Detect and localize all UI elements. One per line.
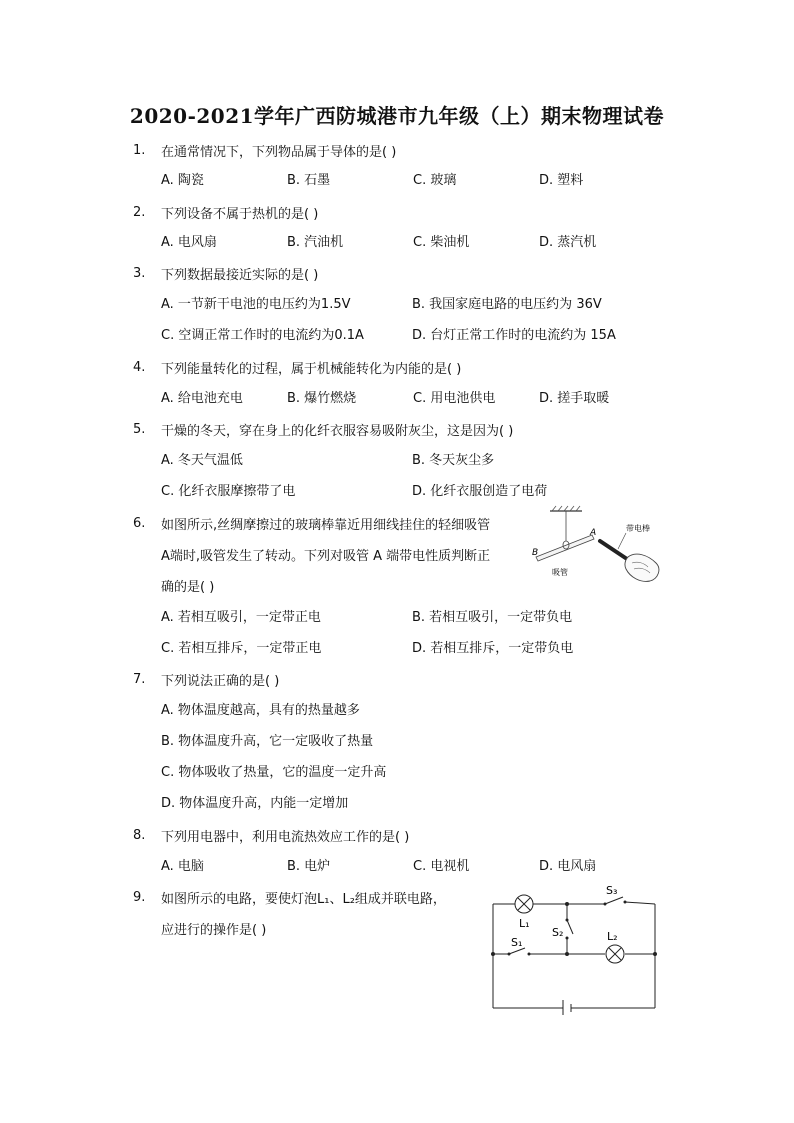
option-d: D. 电风扇	[539, 859, 597, 874]
options-6-row2	[0, 639, 794, 659]
question-9-line2	[0, 919, 794, 939]
option-b: B. 我国家庭电路的电压约为 36V	[412, 297, 602, 312]
option-d: D. 蒸汽机	[539, 235, 597, 250]
question-3	[0, 264, 794, 284]
options-1	[0, 171, 794, 191]
question-text: 干燥的冬天，穿在身上的化纤衣服容易吸附灰尘，这是因为( )	[161, 424, 514, 439]
option-b: B. 物体温度升高，它一定吸收了热量	[161, 734, 374, 749]
lamp-l1-icon	[515, 895, 533, 913]
label-charged-rod: 带电棒	[626, 524, 650, 533]
question-6	[0, 514, 794, 534]
option-c: C. 物体吸收了热量，它的温度一定升高	[161, 765, 387, 780]
options-7-d	[0, 794, 794, 814]
option-c: C. 电视机	[413, 859, 470, 874]
question-number: 3.	[133, 266, 146, 281]
options-3-row1	[0, 295, 794, 315]
question-7	[0, 670, 794, 690]
question-text-line3: 确的是( )	[161, 580, 215, 595]
label-straw: 吸管	[552, 568, 568, 577]
question-9	[0, 888, 794, 908]
options-6-row1	[0, 608, 794, 628]
question-text-line2: A端时,吸管发生了转动。下列对吸管 A 端带电性质判断正	[161, 549, 491, 564]
options-3-row2	[0, 326, 794, 346]
option-d: D. 台灯正常工作时的电流约为 15A	[412, 328, 616, 343]
option-c: C. 柴油机	[413, 235, 470, 250]
question-text: 下列设备不属于热机的是( )	[161, 207, 319, 222]
figure-charged-rod-straw	[530, 505, 665, 585]
question-4	[0, 358, 794, 378]
label-l2: L₂	[607, 930, 618, 943]
option-a: A. 若相互吸引，一定带正电	[161, 610, 321, 625]
options-7-a	[0, 701, 794, 721]
lamp-l2-icon	[606, 945, 624, 963]
question-2	[0, 203, 794, 223]
option-a: A. 陶瓷	[161, 173, 204, 188]
options-4	[0, 389, 794, 409]
option-a: A. 冬天气温低	[161, 453, 243, 468]
option-b: B. 汽油机	[287, 235, 344, 250]
question-number: 8.	[133, 828, 146, 843]
question-1	[0, 141, 794, 161]
label-s3: S₃	[606, 884, 618, 897]
option-c: C. 化纤衣服摩擦带了电	[161, 484, 296, 499]
question-text-line2: 应进行的操作是( )	[161, 923, 267, 938]
option-a: A. 给电池充电	[161, 391, 243, 406]
question-number: 4.	[133, 360, 146, 375]
options-5-row2	[0, 482, 794, 502]
question-text: 在通常情况下，下列物品属于导体的是( )	[161, 145, 397, 160]
option-d: D. 塑料	[539, 173, 584, 188]
option-b: B. 石墨	[287, 173, 331, 188]
label-b: B	[532, 548, 539, 558]
option-b: B. 爆竹燃烧	[287, 391, 357, 406]
question-6-line3	[0, 576, 794, 596]
question-number: 2.	[133, 205, 146, 220]
options-8	[0, 857, 794, 877]
option-c: C. 空调正常工作时的电流约为0.1A	[161, 328, 364, 343]
label-a: A	[590, 528, 597, 538]
question-text: 下列用电器中，利用电流热效应工作的是( )	[161, 830, 410, 845]
option-c: C. 玻璃	[413, 173, 457, 188]
label-s2: S₂	[552, 926, 564, 939]
label-s1: S₁	[511, 936, 523, 949]
question-text: 下列说法正确的是( )	[161, 674, 280, 689]
question-number: 7.	[133, 672, 146, 687]
question-number: 5.	[133, 422, 146, 437]
options-5-row1	[0, 451, 794, 471]
label-l1: L₁	[519, 917, 530, 930]
option-d: D. 搓手取暖	[539, 391, 610, 406]
option-d: D. 物体温度升高，内能一定增加	[161, 796, 349, 811]
question-text-line1: 如图所示,丝绸摩擦过的玻璃棒靠近用细线挂住的轻细吸管	[161, 518, 491, 533]
option-a: A. 一节新干电池的电压约为1.5V	[161, 297, 351, 312]
question-5	[0, 420, 794, 440]
question-number: 1.	[133, 143, 146, 158]
question-8	[0, 826, 794, 846]
question-number: 6.	[133, 516, 146, 531]
question-6-line2	[0, 545, 794, 565]
figure-circuit-diagram	[485, 880, 665, 1015]
options-2	[0, 233, 794, 253]
question-text: 下列数据最接近实际的是( )	[161, 268, 319, 283]
page-title: 2020-2021学年广西防城港市九年级（上）期末物理试卷	[129, 104, 665, 128]
options-7-b	[0, 732, 794, 752]
option-c: C. 若相互排斥，一定带正电	[161, 641, 322, 656]
option-c: C. 用电池供电	[413, 391, 496, 406]
question-text: 下列能量转化的过程，属于机械能转化为内能的是( )	[161, 362, 462, 377]
option-d: D. 若相互排斥，一定带负电	[412, 641, 574, 656]
option-a: A. 物体温度越高，具有的热量越多	[161, 703, 360, 718]
option-d: D. 化纤衣服创造了电荷	[412, 484, 548, 499]
question-text-line1: 如图所示的电路，要使灯泡L₁、L₂组成并联电路，	[161, 892, 446, 907]
option-b: B. 电炉	[287, 859, 331, 874]
option-a: A. 电风扇	[161, 235, 217, 250]
option-b: B. 若相互吸引，一定带负电	[412, 610, 573, 625]
option-a: A. 电脑	[161, 859, 204, 874]
question-number: 9.	[133, 890, 146, 905]
options-7-c	[0, 763, 794, 783]
option-b: B. 冬天灰尘多	[412, 453, 495, 468]
